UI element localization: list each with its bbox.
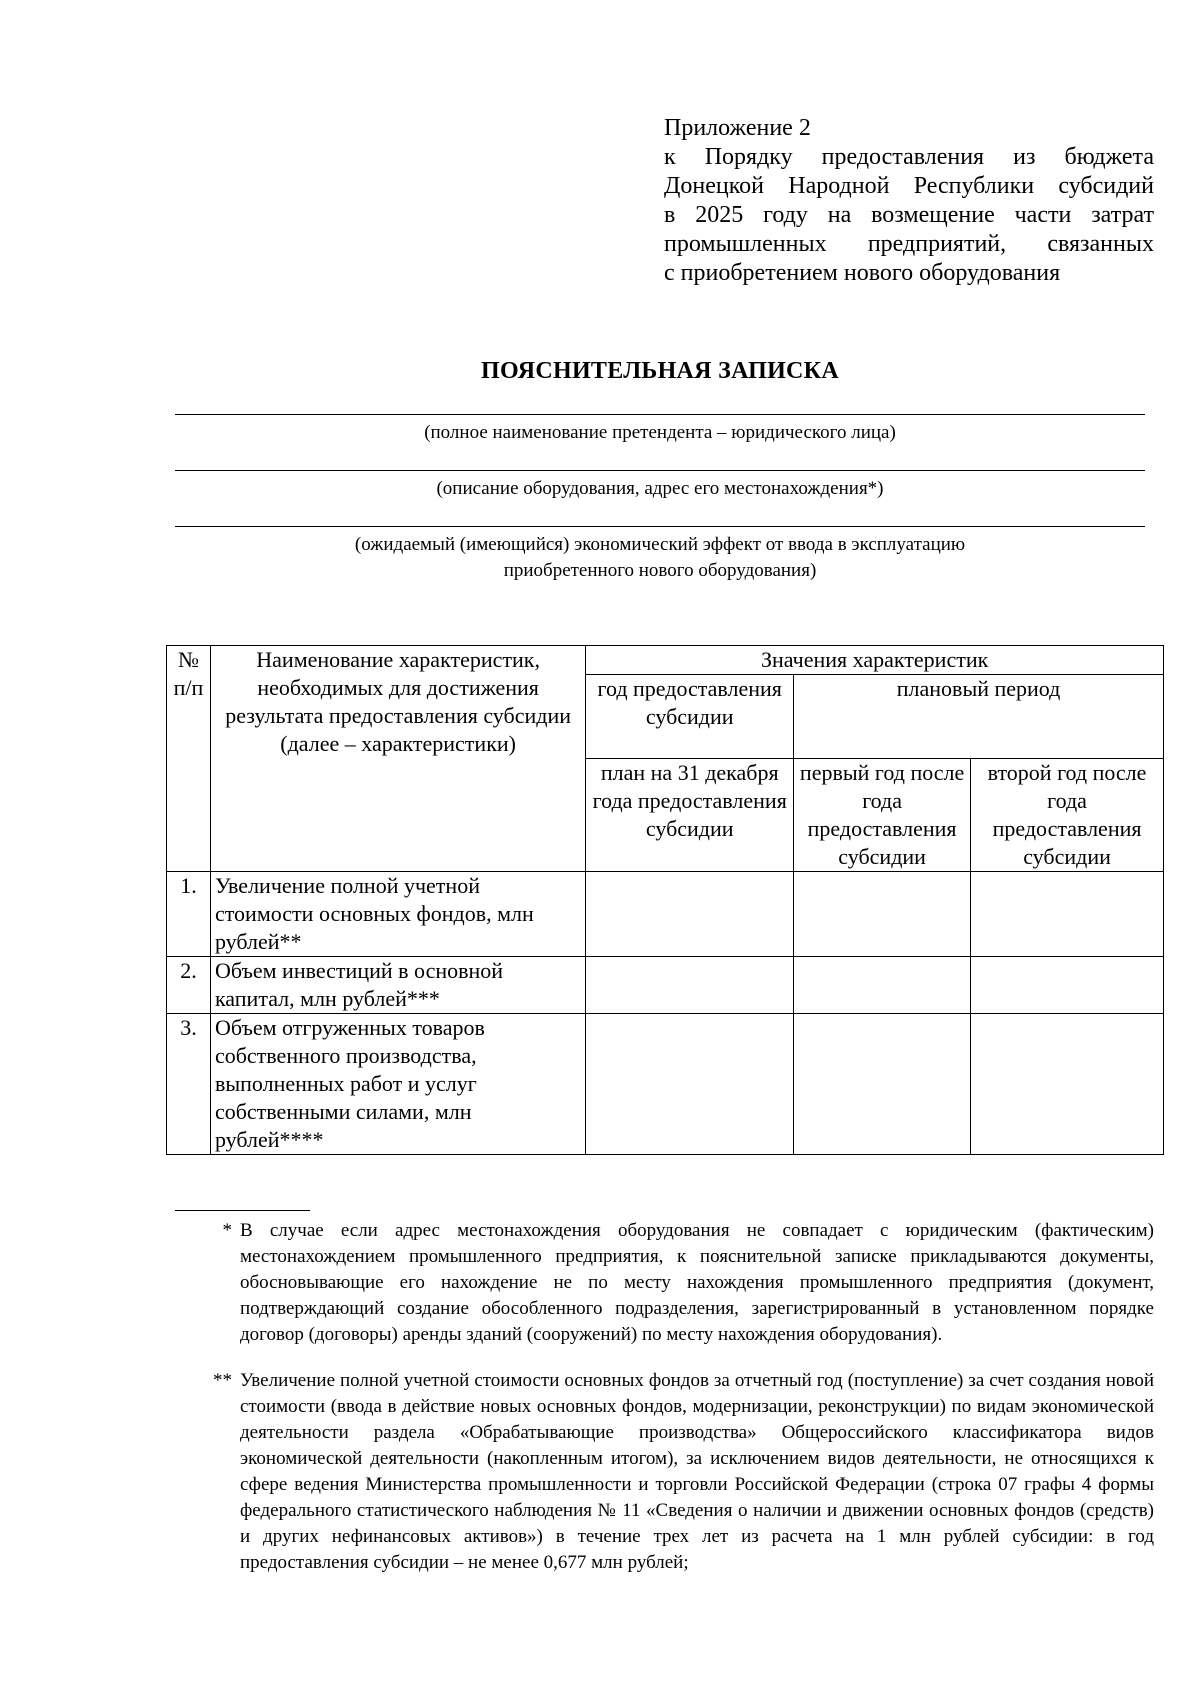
row-number: 3. <box>167 1014 211 1155</box>
table-row <box>167 1014 1164 1155</box>
footnote-1 <box>222 1218 1154 1348</box>
equipment-caption: (описание оборудования, адрес его местонахождения*) <box>436 478 884 499</box>
table-row <box>167 957 1164 1014</box>
row-value-cell <box>971 872 1164 957</box>
effect-caption-line: приобретенного нового оборудования) <box>503 560 817 581</box>
header-plan-dec-31: план на 31 декабря года предоставления субсидии <box>586 759 794 872</box>
row-name: Увеличение полной учетной стоимости основных фондов, млн рублей** <box>210 872 585 957</box>
appendix-line: в 2025 году на возмещение части затрат <box>664 202 1154 228</box>
equipment-fill-line <box>175 470 1145 471</box>
document-title: ПОЯСНИТЕЛЬНАЯ ЗАПИСКА <box>480 358 840 384</box>
footnote-1-text: В случае если адрес местонахождения оборудования не совпадает с юридическим (фактическим) местонахождением промышленного предприятия, к пояснительной записке прикладываются документы, обосновывающие его нахождение не по месту нахождения промышленного предприятия (документ, подтверждающий создание обособленного подразделения, зарегистрированный в установленном порядке договор (договоры) аренды зданий (сооружений) по месту нахождения оборудования). <box>240 1220 1154 1345</box>
appendix-line: Донецкой Народной Республики субсидий <box>664 173 1154 199</box>
appendix-block <box>664 114 1154 288</box>
row-value-cell <box>794 872 971 957</box>
footnote-2 <box>213 1368 1154 1576</box>
header-first-year: первый год после года предоставления субсидии <box>794 759 971 872</box>
row-name: Объем инвестиций в основной капитал, млн рублей*** <box>210 957 585 1014</box>
header-characteristic-values: Значения характеристик <box>586 646 1164 675</box>
row-number: 2. <box>167 957 211 1014</box>
row-number: 1. <box>167 872 211 957</box>
appendix-line: с приобретением нового оборудования <box>664 260 1061 286</box>
row-name: Объем отгруженных товаров собственного производства, выполненных работ и услуг собственными силами, млн рублей**** <box>210 1014 585 1155</box>
footnote-2-mark: ** <box>213 1370 232 1391</box>
row-value-cell <box>586 957 794 1014</box>
appendix-line: промышленных предприятий, связанных <box>664 231 1154 257</box>
header-second-year: второй год после года предоставления субсидии <box>971 759 1164 872</box>
footnote-2-text: Увеличение полной учетной стоимости основных фондов за отчетный год (поступление) за счет создания новой стоимости (ввода в действие новых основных фондов, модернизации, реконструкции) по видам экономической деятельности раздела «Обрабатывающие производства» Общероссийского классификатора видов экономической деятельности (накопленным итогом), за исключением видов деятельности, не относящихся к сфере ведения Министерства промышленности и торговли Российской Федерации (строка 07 графы 4 формы федерального статистического наблюдения № 11 «Сведения о наличии и движении основных фондов (средств) и других нефинансовых активов») в течение трех лет из расчета на 1 млн рублей субсидии: в год предоставления субсидии – не менее 0,677 млн рублей; <box>240 1370 1154 1573</box>
row-value-cell <box>586 1014 794 1155</box>
header-characteristic-name: Наименование характеристик, необходимых для достижения результата предоставления субсидии (далее – характеристики) <box>210 646 585 872</box>
applicant-fill-line <box>175 414 1145 415</box>
footnote-1-mark: * <box>222 1220 232 1241</box>
header-number: № п/п <box>167 646 211 872</box>
row-value-cell <box>794 1014 971 1155</box>
row-value-cell <box>794 957 971 1014</box>
table-row <box>167 872 1164 957</box>
row-value-cell <box>971 1014 1164 1155</box>
effect-caption <box>175 532 1145 584</box>
effect-caption-line: (ожидаемый (имеющийся) экономический эффект от ввода в эксплуатацию <box>354 534 966 555</box>
header-subsidy-year: год предоставления субсидии <box>586 675 794 759</box>
applicant-caption: (полное наименование претендента – юридического лица) <box>424 422 896 443</box>
characteristics-table <box>166 645 1164 1155</box>
row-value-cell <box>586 872 794 957</box>
appendix-line: к Порядку предоставления из бюджета <box>664 144 1154 170</box>
effect-fill-line <box>175 526 1145 527</box>
appendix-line: Приложение 2 <box>664 115 811 141</box>
header-plan-period: плановый период <box>794 675 1164 759</box>
row-value-cell <box>971 957 1164 1014</box>
footnote-separator <box>175 1210 310 1211</box>
